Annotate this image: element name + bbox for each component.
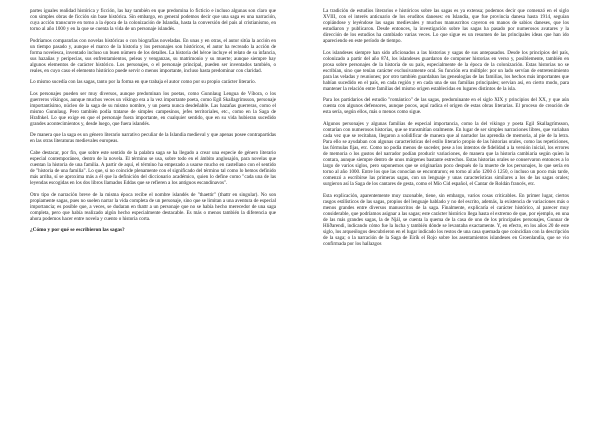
left-paragraph-2: Podríamos compararlas con novelas históricas o con biografías noveladas. En unas y en otras, el autor sitúa la acción en un tiempo pasado y, aunque el marco de la historia y los personajes son históricos, el autor ha recreado la acción de forma novelesca, inventado incluso un buen número de los detalles. La historia del héroe incluye el relato de su infancia, sus hazañas y peripecias, sus enfrentamientos, peleas y venganzas, su matrimonio y su muerte; aunque siempre hay algunos elementos de carácter histórico. Los personajes, o el personaje principal, pueden ser inventados también, o reales, en cuyo caso el elemento histórico puede servir o menos importante, incluso hasta predominar con claridad.: [30, 37, 276, 74]
right-column: [323, 8, 569, 253]
left-paragraph-6: Cabe destacar, por fin, que sobre este sentido de la palabra saga se ha llegado a crear una especie de género literario especial contemporáneo, dentro de la novela. El término se usa, sobre todo en el ámbito anglosajón, para novelas que cuentan la historia de una familia. A partir de aquí, el término ha empezado a usarse mucho en castellano con el sentido de "historia de una familia". Lo que, si no coincide plenamente con el significado del término tal como lo hemos definido más arriba, sí se aproxima más a él que la definición del diccionario académico, quien lo define como "cada una de las leyendas escogidas en los dos libros llamados Eddas que se refieren a los antiguos escandinavos".: [30, 149, 276, 187]
left-column: [30, 8, 276, 239]
left-paragraph-1: partes iguales realidad histórica y ficción, las hay también en que predomina lo ficticio e incluso algunas son claro que con simples obras de ficción sin base histórica. Sin embargo, en general podemos decir que una saga es una narración, cuya acción transcurre en torno a la época de la colonización de Islandia, hasta la conversión del país al cristianismo, en torno al año 1000 y en la que se cuenta la vida de un personaje islandés.: [30, 8, 276, 33]
right-paragraph-2: Los islandeses siempre han sido aficionados a las historias y sagas de sus antepasados. Desde los principios del país, colonizado a partir del año 874, los islandeses guardaron de componer historias en verso y, posiblemente, también en prosa sobre personajes de la historia de su país, especialmente de la época de la colonización. Estas historias no se escribían, sino que tenían carácter exclusivamente oral. Su función era múltiple: por un lado servían de entretenimiento para las veladas y reuniones; por otro también guardaban las genealogías de las familias, los hechos más importantes que habían sucedido en el país, en cada región y en cada una de sus familias principales; servían así, en cierto modo, para mantener la relación entre familias del mismo origen establecidas en lugares distintos de la isla.: [323, 49, 569, 92]
section-heading: ¿Cómo y por qué se escribieron las sagas?: [30, 227, 125, 234]
right-paragraph-4: Algunos personajes y algunas familias de especial importancia, como la del vikingo y poeta Egil Skallagrímsson, contarían con numerosos historias, que se transmitían oralmente. En lugar de ser simples narraciones libres, que variaban cada vez que se recitaban, llegaron a solidificar de manera que al narrador las aprendía de memoria, al pie de la letra. Para ello se ayudaban con algunas características del estilo literario propio de las historias orales, como las repeticiones, las fórmulas fijas, etc. Como no podía menos de suceder, pese a los intentos de fidelidad a la versión inicial, los errores de memoria o los gustos del narrador podían producir variaciones, de manera que la historia cambiaría según quien la contara, aunque siempre dentro de unos márgenes bastante estrechos. Estas historias orales se conservaron entonces a lo largo de varios siglos, pero suponemos que se originarían poco después de la muerte de los personajes, lo que sería en torno al año 1000. Entre los que las conocían se encontraron; en torno al año 1200 ó 1250, o incluso un poco más tarde, comenzó a escribirse las primeras sagas, con un lenguaje y unas características similares a los de las sagas orales; surgieron así la Saga de los cantares de gesta, como el Mío Cid español, el Cantar de Roldán francés, etc.: [323, 120, 569, 188]
left-paragraph-3: Lo mismo sucedía con las sagas, tanto por la forma en que trabaja el autor como por su propio carácter literario.: [30, 79, 256, 86]
right-paragraph-3: Para los partidarios del estudio "romántico" de las sagas, predominante en el siglo XIX y principios del XX, y que aún cuenta con algunos defensores, aunque pocos, aquí radica el origen de estas obras literarias. El proceso de creación de esta sería, según ellos, más o menos como sigue.: [323, 97, 569, 116]
left-paragraph-7: Otro tipo de narración breve de la misma época recibe el nombre islandés de "thaettir" (thattr en singular). No son propiamente sagas, pues no suelen narrar la vida completa de un personaje, sino que se limitan a una aventura de especial importancia; es posible que, a veces, se dudaran en thattr a un personaje que no se había hecho merecedor de una saga completa, pero que había realizado algún hecho especialmente destacable. Es más o menos también la diferencia que ahora podemos hacer entre novela y cuento o historia corta.: [30, 191, 276, 222]
left-paragraph-5: De manera que la saga es un género literario narrativo peculiar de la Islandia medieval y que apenas posee contrapartidas en las otras literaturas medievales europeas.: [30, 132, 276, 145]
right-paragraph-1: La tradición de estudios literarios e históricos sobre las sagas es ya extensa; podemos decir que comenzó en el siglo XVIII, con el interés anticuario de los eruditos daneses: en Islandia, que fue provincia danesa hasta 1914, seguían copiándose y leyéndose las sagas medievales y muchos manuscritos cayeron en manos de sabios daneses, que los estudiaron y publicaron. Desde entonces, la investigación sobre las sagas ha pasado por numerosos avatares y la dirección de los estudios ha cambiado varias veces. Lo que sigue es un resumen de las principales ideas que han ido apareciendo en este período de tiempo.: [323, 8, 569, 45]
left-paragraph-4: Los personajes pueden ser muy diversos, aunque predominan los poetas, como Gunnlaug Lengua de Víbora, o los guerreros vikingos, aunque muchos veces un vikingo era a la vez importante poeta, como Egil Skallagrímsson, personaje importantísimo, núcleo de la saga de su mismo nombre, y un poeta nunca desdeñable. Las hazañas guerreras, como el mismo Gunnlaug. Pero también podía tratarse de simples campesinos, jefes territoriales, etc., como en la Saga de Hrafnkel. Lo que exige en que el personaje fuera importante, en cualquier sentido, que en su vida hubieran sucedido grandes acontecimientos y, desde luego, que fuera islandés.: [30, 90, 276, 127]
right-paragraph-5: Esta explicación, aparentemente muy razonable, tiene, sin embargo, varios cosas criticables. En primer lugar, ciertos rasgos estilísticos de las sagas, propios del lenguaje hablado y no del escrito, además, la existencia de variaciones más o menos grandes entre diversos manuscritos de la saga. Finalmente, explicaría el carácter histórico, al parecer muy considerable, que podríamos asignar a las sagas; este carácter histórico llega hasta el extremo de que, por ejemplo, en una de las más grandes sagas, la de Njál, se cuenta la quema de la casa de uno de los principales personajes, Gunnar de Hlíðarendi, indicando cómo fue la lucha y también dónde se levantaba exactamente. Y, en efecto, en los años 20 de este siglo, los arqueólogos descubrieron en el lugar indicado los restos de una casa quemada que coincidían con la descripción de la saga; o la narración de la Saga de Eirík el Rojo sobre los asentamientos islandeses en Groenlandia, que se vio confirmada por los hallazgos: [323, 192, 569, 248]
